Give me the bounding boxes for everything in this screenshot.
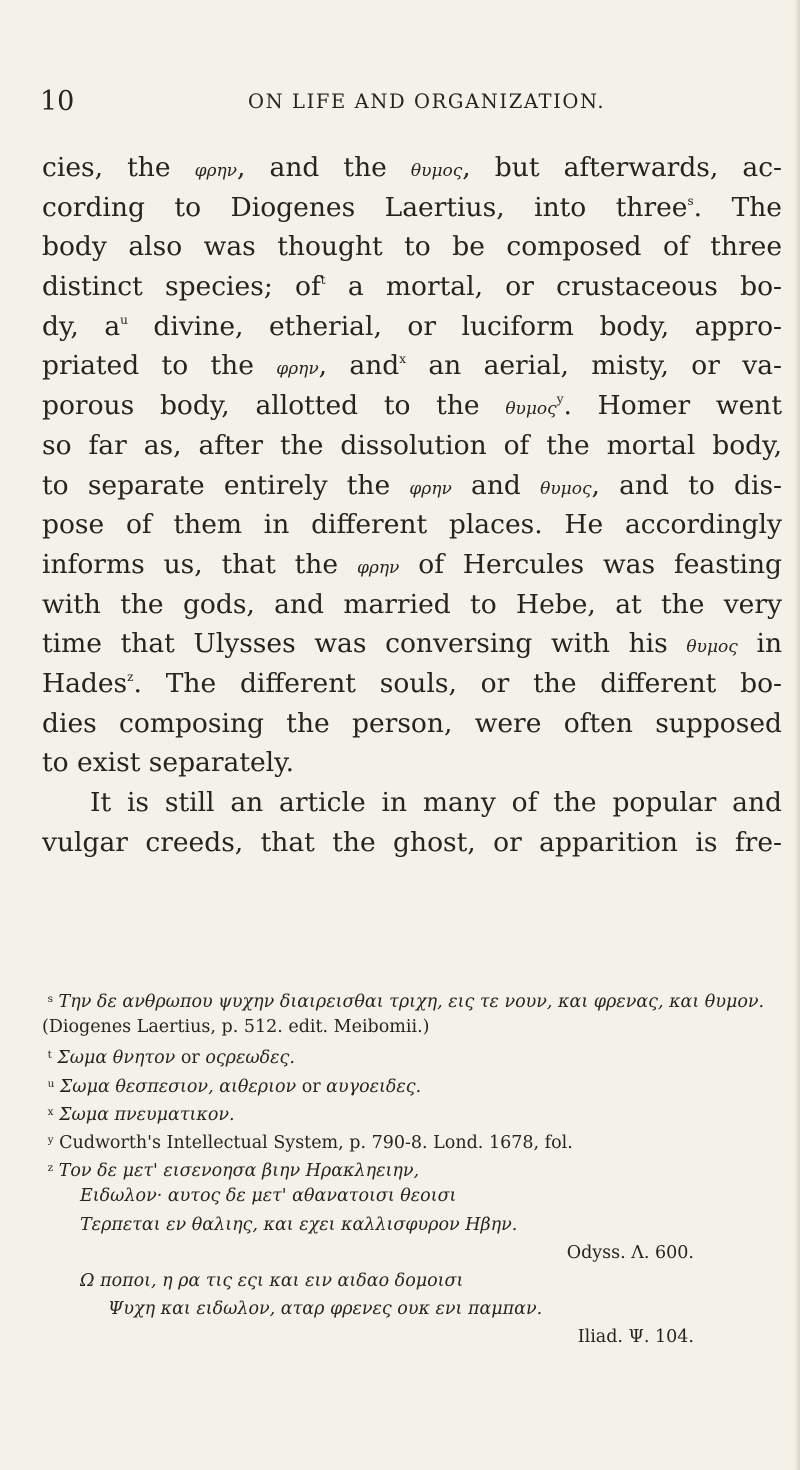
- verse-line: Τερπεται εν θαλιης, και εχει καλλισφυρον Ηβην.: [80, 1214, 518, 1235]
- footnote-mark: x: [47, 1105, 54, 1118]
- footnote-ref: s: [687, 193, 694, 208]
- running-title: ON LIFE AND ORGANIZATION.: [248, 90, 606, 113]
- greek-quote: Σωμα θεσπεσιον, αιθεριον: [59, 1076, 297, 1097]
- footnote: [42, 1154, 782, 1182]
- text-line: distinct species; $of^t$ a mortal, or crustaceous bo-: [42, 271, 783, 303]
- greek-quote: Τον δε μετ' εισενοησα βιην Ηρακληειην,: [58, 1161, 420, 1182]
- greek-word: φρην: [276, 359, 319, 380]
- text-line: dies composing the person, were often supposed: [42, 707, 782, 739]
- text-line: to separate entirely the φρην and θυμος, and to dis-: [42, 469, 782, 501]
- text-line: cording to Diogenes Laertius, into three$^s$. The: [42, 191, 782, 223]
- greek-quote: Σωμα θνητον: [57, 1048, 176, 1069]
- verse-line: Ειδωλον· αυτος δε μετ' αθανατοισι θεοισι: [80, 1186, 457, 1207]
- greek-quote: Σωμα πνευματικον.: [59, 1104, 235, 1125]
- citation: Odyss. Λ. 600.: [566, 1242, 694, 1263]
- footnote-mark: z: [47, 1162, 54, 1175]
- greek-quote: οςρεωδες.: [205, 1048, 295, 1069]
- text-line: Hades$^z$. The different souls, or the different bo-: [42, 667, 782, 699]
- footnote-ref: y: [556, 392, 564, 407]
- verse-line: Ψυχη και ειδωλον, αταρ φρενες ουκ ενι παμπαν.: [108, 1299, 543, 1320]
- citation: Cudworth's Intellectual System, p. 790-8. Lond. 1678, fol.: [59, 1132, 573, 1153]
- greek-quote: Την δε ανθρωπου ψυχην διαιρεισθαι τριχη, εις τε νουν, και φρενας, και θυμον.: [58, 992, 765, 1012]
- footnote: [42, 1098, 782, 1126]
- text-line: cies, the φρην, and the θυμος, but afterwards, ac-: [42, 152, 782, 183]
- greek-word: θυμος: [505, 399, 557, 420]
- greek-word: φρην: [409, 478, 452, 499]
- page-header: [40, 86, 780, 116]
- page-edge: [794, 0, 800, 1470]
- footnote-mark: y: [47, 1133, 54, 1146]
- footnote: [42, 1126, 782, 1154]
- footnote-ref: t: [320, 273, 326, 288]
- footnote-ref: x: [399, 352, 407, 367]
- footnote: $^u$ Σωμα θεσπεσιον, αιθεριον or αυγοειδες.: [47, 1076, 422, 1097]
- footnote-mark: u: [47, 1077, 55, 1090]
- greek-word: θυμος: [410, 161, 463, 181]
- text-line: informs us, that the φρην of Hercules was feasting: [42, 548, 782, 580]
- text-line: It is still an article in many of the popular and: [90, 787, 782, 818]
- footnotes: [42, 985, 782, 1351]
- page-number: 10: [40, 86, 75, 117]
- text-line: priated to the φρην, and$^x$ an aerial, misty, or va-: [42, 350, 782, 382]
- footnote-ref: u: [120, 312, 128, 327]
- text-line: so far as, after the dissolution of the mortal body,: [42, 429, 782, 461]
- text-line: with the gods, and married to Hebe, at the very: [42, 588, 782, 620]
- text-line: dy, $a^u$ divine, etherial, or luciform body, appro-: [42, 310, 783, 342]
- greek-quote: αυγοειδες.: [326, 1076, 422, 1097]
- text-line: pose of them in different places. He accordingly: [42, 509, 782, 541]
- greek-word: φρην: [356, 557, 400, 578]
- text-line: time that Ulysses was conversing with his θυμος in: [42, 628, 783, 660]
- greek-word: θυμος: [686, 637, 738, 658]
- citation: Iliad. Ψ. 104.: [577, 1327, 694, 1348]
- footnote-mark: s: [47, 993, 53, 1005]
- footnote: $^t$ Σωμα θνητον or οςρεωδες.: [47, 1048, 295, 1069]
- footnote-continuation: (Diogenes Laertius, p. 512. edit. Meibomii.): [42, 1017, 430, 1038]
- text-line: vulgar creeds, that the ghost, or apparition is fre-: [42, 826, 782, 858]
- footnote: [42, 985, 782, 1013]
- verse-line: Ω ποποι, η ρα τις εςι και ειν αιδαο δομοισι: [80, 1270, 464, 1291]
- footnote-mark: t: [47, 1049, 52, 1062]
- greek-word: θυμος: [540, 478, 592, 499]
- text-line: body also was thought to be composed of three: [42, 231, 782, 263]
- text-line: porous body, allotted to the θυμος$^y$. Homer went: [42, 390, 782, 422]
- footnote-ref: z: [127, 669, 134, 684]
- text-line: to exist separately.: [42, 747, 294, 779]
- greek-word: φρην: [194, 161, 238, 181]
- main-text: [42, 148, 782, 862]
